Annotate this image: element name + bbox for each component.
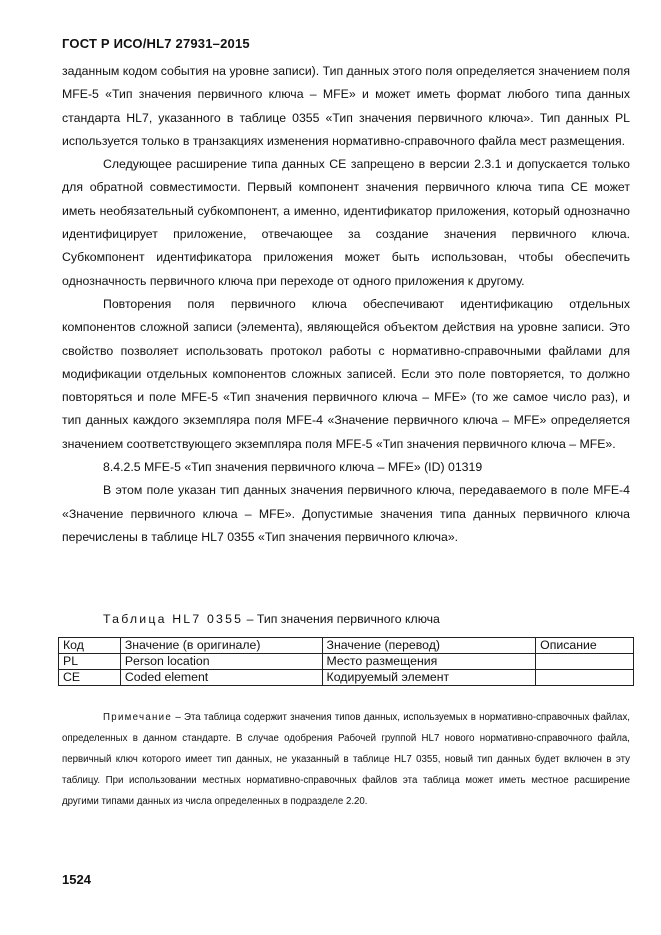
primary-key-type-table bbox=[58, 637, 634, 686]
cell-description bbox=[536, 654, 634, 670]
page-number: 1524 bbox=[62, 872, 91, 887]
table-caption bbox=[103, 612, 440, 626]
paragraph-field-type: заданным кодом события на уровне записи). Тип данных этого поля определяется значением поля MFE-5 «Тип значения первичного ключа – MFE» и может иметь формат любого типа данных стандарта HL7, указанного в таблице 0355 «Тип значения первичного ключа». Тип данных PL используется только в транзакциях изменения нормативно-справочного файла мест размещения. bbox=[62, 64, 630, 148]
table-row bbox=[59, 654, 634, 670]
document-header: ГОСТ Р ИСО/HL7 27931–2015 bbox=[62, 36, 250, 51]
cell-value-translation: Кодируемый элемент bbox=[322, 670, 536, 686]
cell-code: PL bbox=[59, 654, 121, 670]
body-text bbox=[62, 60, 630, 549]
header-value-translation: Значение (перевод) bbox=[322, 638, 536, 654]
note-dash: – bbox=[175, 712, 181, 723]
header-value-original: Значение (в оригинале) bbox=[120, 638, 322, 654]
cell-description bbox=[536, 670, 634, 686]
paragraph-mfe5-description: В этом поле указан тип данных значения первичного ключа, передаваемого в поле MFE-4 «Значение первичного ключа – MFE». Допустимые значения типа данных первичного ключа перечислены в таблице HL7 0355 «Тип значения первичного ключа». bbox=[62, 483, 630, 544]
header-code: Код bbox=[59, 638, 121, 654]
header-description: Описание bbox=[536, 638, 634, 654]
table-note bbox=[62, 707, 630, 812]
table-caption-dash: – bbox=[246, 612, 254, 626]
table-row bbox=[59, 670, 634, 686]
cell-value-original: Coded element bbox=[120, 670, 322, 686]
table-caption-label: Таблица HL7 0355 bbox=[103, 612, 244, 626]
note-text: Эта таблица содержит значения типов данных, используемых в нормативно-справочных файлах, определенных в данном стандарте. В случае одобрения Рабочей группой HL7 нового нормативно-справочного файла, первичный ключ которого имеет тип данных, не указанный в таблице HL7 0355, новый тип данных будет включен в эту таблицу. При использовании местных нормативно-справочных файлов эта таблица может иметь местное расширение другими типами данных из числа определенных в подразделе 2.20. bbox=[62, 712, 630, 808]
table-header-row bbox=[59, 638, 634, 654]
cell-value-original: Person location bbox=[120, 654, 322, 670]
cell-value-translation: Место размещения bbox=[322, 654, 536, 670]
paragraph-repetitions: Повторения поля первичного ключа обеспечивают идентификацию отдельных компонентов сложной записи (элемента), являющейся объектом действия на уровне записи. Это свойство позволяет использовать протокол работы с нормативно-справочными файлами для модификации отдельных компонентов сложных записей. Если это поле повторяется, то должно повторяться и поле MFE-5 «Тип значения первичного ключа – MFE» (то же самое число раз), и тип данных каждого экземпляра поля MFE-4 «Значение первичного ключа – MFE» определяется значением соответствующего экземпляра поля MFE-5 «Тип значения первичного ключа – MFE». bbox=[62, 296, 630, 451]
table-caption-title: Тип значения первичного ключа bbox=[256, 612, 440, 626]
note-label: Примечание bbox=[103, 712, 173, 723]
section-heading-mfe5: 8.4.2.5 MFE-5 «Тип значения первичного ключа – MFE» (ID) 01319 bbox=[103, 460, 483, 475]
paragraph-ce-extension: Следующее расширение типа данных CE запрещено в версии 2.3.1 и допускается только для обратной совместимости. Первый компонент значения первичного ключа типа CE может иметь необязательный субкомпонент, а именно, идентификатор приложения, который однозначно идентифицирует приложение, отвечающее за создание значения первичного ключа. Субкомпонент идентификатора приложения может быть использован, чтобы обеспечить однозначность первичного ключа при переходе от одного приложения к другому. bbox=[62, 157, 630, 288]
cell-code: CE bbox=[59, 670, 121, 686]
